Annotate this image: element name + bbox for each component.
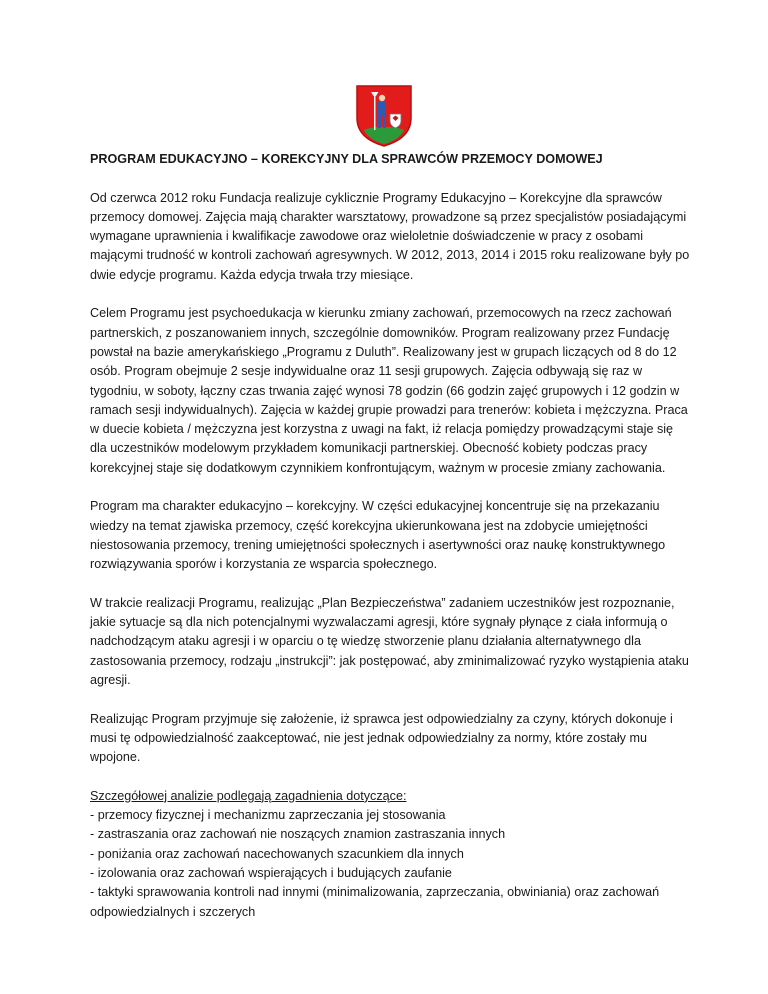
list-item: - taktyki sprawowania kontroli nad innymi (minimalizowania, zaprzeczania, obwiniania) oraz zachowań odpowiedzialnych i szczerych (90, 885, 660, 919)
paragraph-safety-plan: W trakcie realizacji Programu, realizując „Plan Bezpieczeństwa” zadaniem uczestników jest rozpoznanie, jakie sytuacje są dla nich potencjalnymi wyzwalaczami agresji, które sygnały płynące z ciała informują o nadchodzącym ataku agresji i w oparciu o tę wiedzę stworzenie planu działania alternatywnego dla zastosowania przemocy, rodzaju „instrukcji”: jak postępować, aby zminimalizować ryzyko wystąpienia ataku agresji. (90, 595, 689, 688)
paragraph-intro: Od czerwca 2012 roku Fundacja realizuje cyklicznie Programy Edukacyjno – Korekcyjne dla sprawców przemocy domowej. Zajęcia mają charakter warsztatowy, prowadzone są przez specjalistów posiadającymi wymagane uprawnienia i kwalifikacje zawodowe oraz wieloletnie doświadczenie w pracy z osobami mającymi trudność w kontroli zachowań agresywnych. W 2012, 2013, 2014 i 2015 roku realizowane były po dwie edycje programu. Każda edycja trwała trzy miesiące. (90, 190, 690, 282)
paragraph-goal: Celem Programu jest psychoedukacja w kierunku zmiany zachowań, przemocowych na rzecz zachowań partnerskich, z poszanowaniem innych, szczególnie domowników. Program realizowany przez Fundację powstał na bazie amerykańskiego „Programu z Duluth”. Realizowany jest w grupach liczących od 8 do 12 osób. Program obejmuje 2 sesje indywidualne oraz 11 sesji grupowych. Zajęcia odbywają się raz w tygodniu, w soboty, łączny czas trwania zajęć wynosi 78 godzin (66 godzin zajęć grupowych i 12 godzin w ramach sesji indywidualnych). Zajęcia w każdej grupie prowadzi para trenerów: kobieta i mężczyzna. Praca w duecie kobieta / mężczyzna jest korzystna z uwagi na fakt, iż relacja pomiędzy prowadzącymi staje się dla uczestników modelowym przykładem komunikacji partnerskiej. Obecność kobiety podczas pracy korekcyjnej staje się dodatkowym czynnikiem konfrontującym, ważnym w procesie zmiany zachowania. (90, 306, 688, 475)
list-item: - poniżania oraz zachowań nacechowanych szacunkiem dla innych (90, 846, 464, 861)
list-item: - izolowania oraz zachowań wspierających i budujących zaufanie (90, 865, 452, 880)
list-item: - zastraszania oraz zachowań nie noszących znamion zastraszania innych (90, 827, 506, 842)
list-heading: Szczegółowej analizie podlegają zagadnienia dotyczące: (90, 788, 407, 803)
document-body (90, 150, 690, 922)
paragraph-responsibility: Realizując Program przyjmuje się założenie, iż sprawca jest odpowiedzialny za czyny, których dokonuje i musi tę odpowiedzialność zaakceptować, nie jest jednak odpowiedzialny za normy, które zostały mu wpojone. (90, 711, 673, 765)
list-item: - przemocy fizycznej i mechanizmu zaprzeczania jej stosowania (90, 808, 446, 823)
coat-of-arms-icon (354, 84, 414, 148)
paragraph-character: Program ma charakter edukacyjno – korekcyjny. W części edukacyjnej koncentruje się na przekazaniu wiedzy na temat zjawiska przemocy, część korekcyjna ukierunkowana jest na zdobycie umiejętności niestosowania przemocy, trening umiejętności społecznych i asertywności oraz naukę konstruktywnego rozwiązywania sporów i korzystania ze wsparcia społecznego. (90, 499, 666, 572)
document-title: PROGRAM EDUKACYJNO – KOREKCYJNY DLA SPRAWCÓW PRZEMOCY DOMOWEJ (90, 152, 603, 166)
